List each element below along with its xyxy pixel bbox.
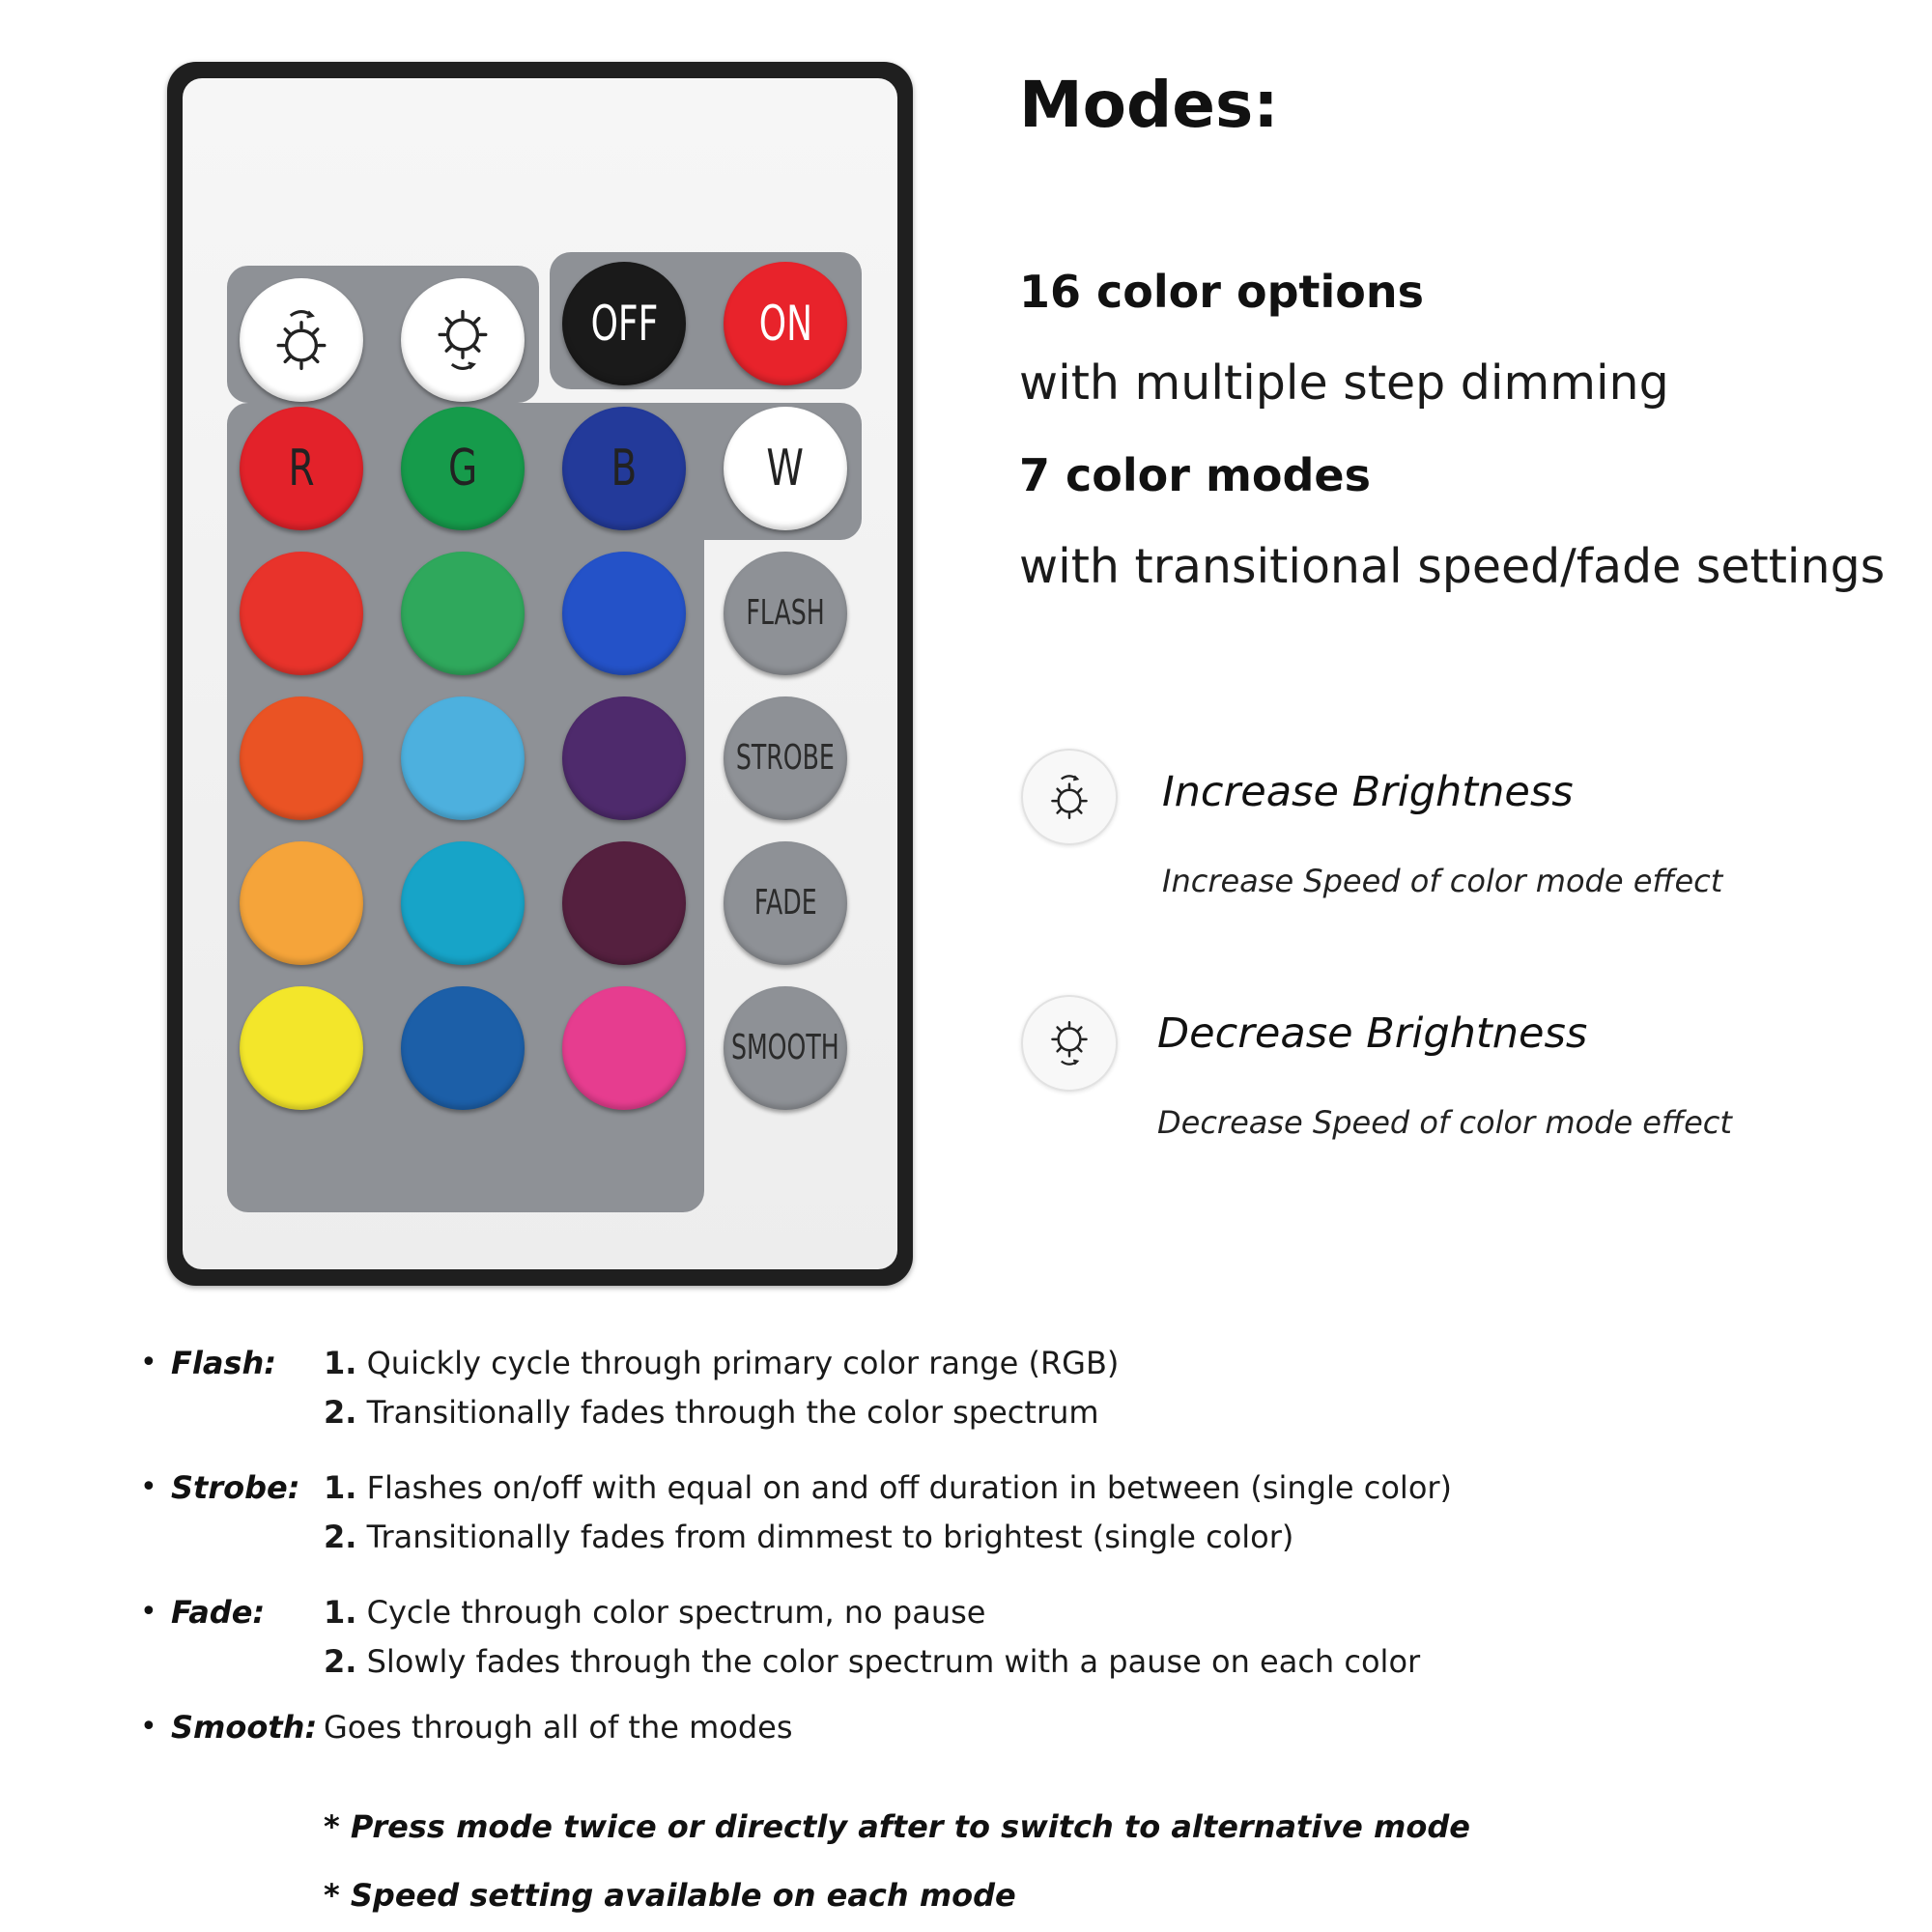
line-text: Quickly cycle through primary color range (RGB) [366, 1345, 1120, 1381]
white-button[interactable] [724, 407, 847, 530]
footnote: * Press mode twice or directly after to switch to alternative mode [324, 1808, 1470, 1845]
green-button[interactable] [401, 407, 525, 530]
increase-brightness-badge [1021, 749, 1118, 845]
feature-description: with multiple step dimming [1019, 355, 1669, 411]
color-button[interactable] [562, 552, 686, 675]
red-label: R [288, 440, 315, 497]
white-label: W [766, 440, 805, 497]
fade-label: FADE [753, 883, 817, 923]
line-text: Transitionally fades through the color spectrum [366, 1394, 1099, 1431]
line-number: 2. [324, 1394, 357, 1431]
mode-line [324, 1338, 1119, 1388]
line-number: 2. [324, 1643, 357, 1680]
increase-brightness-description: Increase Speed of color mode effect [1162, 863, 1723, 899]
mode-name: Strobe: [171, 1469, 300, 1506]
color-button[interactable] [562, 841, 686, 965]
brightness-up-icon [261, 299, 342, 381]
on-button[interactable] [724, 262, 847, 385]
color-button[interactable] [401, 986, 525, 1110]
line-text: Transitionally fades from dimmest to brightest (single color) [366, 1519, 1294, 1555]
feature-description: with transitional speed/fade settings [1019, 539, 1886, 594]
bullet: • [140, 1470, 157, 1504]
line-number: 1. [324, 1345, 357, 1381]
color-button[interactable] [240, 986, 363, 1110]
feature-title: 7 color modes [1019, 449, 1372, 501]
color-button[interactable] [240, 552, 363, 675]
line-text: Cycle through color spectrum, no pause [366, 1594, 986, 1631]
on-label: ON [758, 296, 812, 352]
smooth-label: SMOOTH [731, 1028, 839, 1067]
brightness-down-icon [422, 299, 503, 381]
footnote: * Speed setting available on each mode [324, 1877, 1016, 1914]
brightness-down-button[interactable] [401, 278, 525, 402]
mode-line [324, 1463, 1452, 1513]
line-text: Goes through all of the modes [324, 1709, 793, 1746]
mode-line [324, 1587, 985, 1637]
line-text: Flashes on/off with equal on and off duration in between (single color) [366, 1469, 1453, 1506]
line-number: 1. [324, 1594, 357, 1631]
mode-name: Fade: [171, 1594, 266, 1631]
bullet: • [140, 1710, 157, 1744]
color-button[interactable] [240, 696, 363, 820]
fade-button[interactable] [724, 841, 847, 965]
strobe-label: STROBE [736, 738, 835, 778]
color-button[interactable] [562, 986, 686, 1110]
feature-title: 16 color options [1019, 266, 1424, 318]
mode-line [324, 1512, 1293, 1562]
bullet: • [140, 1346, 157, 1379]
decrease-brightness-badge [1021, 995, 1118, 1092]
mode-line [324, 1702, 793, 1752]
decrease-brightness-title: Decrease Brightness [1157, 1009, 1588, 1058]
line-number: 1. [324, 1469, 357, 1506]
green-label: G [447, 440, 478, 497]
color-button[interactable] [401, 841, 525, 965]
off-button[interactable] [562, 262, 686, 385]
flash-label: FLASH [746, 593, 825, 633]
ir-remote-control [167, 62, 913, 1286]
color-button[interactable] [240, 841, 363, 965]
off-label: OFF [590, 296, 658, 352]
color-button[interactable] [401, 552, 525, 675]
mode-name: Flash: [171, 1345, 277, 1381]
color-button[interactable] [562, 696, 686, 820]
mode-name: Smooth: [171, 1709, 318, 1746]
red-button[interactable] [240, 407, 363, 530]
strobe-button[interactable] [724, 696, 847, 820]
bullet: • [140, 1595, 157, 1629]
blue-button[interactable] [562, 407, 686, 530]
brightness-down-icon [1039, 1013, 1099, 1073]
increase-brightness-title: Increase Brightness [1162, 768, 1574, 816]
flash-button[interactable] [724, 552, 847, 675]
page-title: Modes: [1019, 68, 1279, 142]
color-button[interactable] [401, 696, 525, 820]
brightness-up-button[interactable] [240, 278, 363, 402]
smooth-button[interactable] [724, 986, 847, 1110]
mode-line [324, 1387, 1099, 1437]
blue-label: B [611, 440, 638, 497]
line-number: 2. [324, 1519, 357, 1555]
brightness-up-icon [1039, 767, 1099, 827]
mode-line [324, 1636, 1420, 1687]
line-text: Slowly fades through the color spectrum with a pause on each color [366, 1643, 1421, 1680]
decrease-brightness-description: Decrease Speed of color mode effect [1157, 1104, 1732, 1141]
remote-face [183, 78, 897, 1269]
